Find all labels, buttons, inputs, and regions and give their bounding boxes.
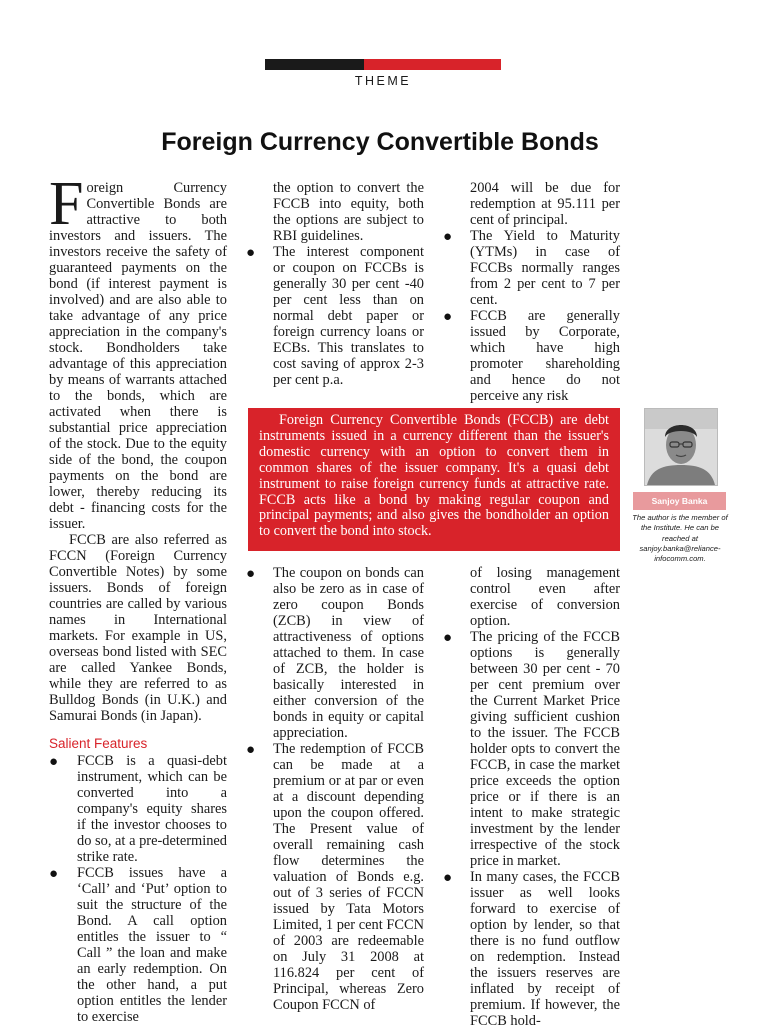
intro-text: oreign Currency Convertible Bonds are attractive to both investors and issuers. The investors receive the safety of guaranteed payments on the bond (if interest payment is involved) and are also able to take advantage of any price appreciation in the company's stock. Bondholders take advantage of this appreciation by means of warrants attached to the bonds, which are activated when there is substantial price appreciation of the stock. Due to the equity side of the bond, the coupon payments on the bond are lower, thereby reducing its debt - financing costs for the issuer. (49, 180, 227, 532)
list-item: ● FCCB is a quasi-debt instrument, which can be converted into a company's equity shares if the investor chooses to do so, at a pre-determined strike rate. (49, 753, 227, 865)
list-item: ● In many cases, the FCCB issuer as well looks forward to exercise of option by lender, so that there is no fund outflow on redemption. Instead the issuers reserves are inflated by receipt of premium. If however, the FCCB hold- (470, 869, 620, 1029)
list-item: ● The coupon on bonds can also be zero as in case of zero coupon Bonds (ZCB) in view of attractiveness of options attached to them. In case of ZCB, the holder is basically interested in either conversion of the bonds in equity or capital appreciation. (273, 565, 424, 741)
definition-callout-box (248, 408, 620, 551)
author-note: The author is the member of the Institute. He can be reached at sanjoy.banka@reliance-infocomm.com. (632, 513, 728, 564)
drop-cap: F (49, 170, 84, 238)
author-name-badge: Sanjoy Banka (633, 492, 726, 510)
col5-continuation: of losing management control even after exercise of conversion option. (470, 565, 620, 629)
fccn-paragraph: FCCB are also referred as FCCN (Foreign Currency Convertible Notes) by some issuers. Bonds of foreign countries are called by various names in International markets. For example in US, overseas bond listed with SEC are called Yankee Bonds, while they are referred to as Bulldog Bonds (in U.K.) and Samurai Bonds (in Japan). (49, 532, 227, 724)
header-color-bar (265, 59, 501, 70)
column-3 (470, 180, 620, 404)
list-item: ● The redemption of FCCB can be made at a premium or at par or even at a discount depending upon the coupon offered. The Present value of overall remaining cash flow determines the valuation of Bonds e.g. out of 3 series of FCCN issued by Tata Motors Limited, 1 per cent FCCN of 2003 are redeemable on July 31 2008 at 116.824 per cent of Principal, whereas Zero Coupon FCCN of (273, 741, 424, 1013)
callout-text: Foreign Currency Convertible Bonds (FCCB) are debt instruments issued in a currency different than the issuer's domestic currency with an option to convert them in common shares of the issuer company. It's a quasi debt instrument to raise foreign currency funds at attractive rate. FCCB acts like a bond by making regular coupon and principal payments; and also gives the bondholder an option to convert the bond into stock. (259, 412, 609, 540)
author-photo (644, 408, 718, 486)
article-title: Foreign Currency Convertible Bonds (161, 128, 599, 156)
feature-list-col4 (273, 565, 424, 1013)
column-2 (273, 180, 424, 388)
column-4 (273, 565, 424, 1013)
column-1 (49, 170, 227, 1025)
list-item: ● FCCB are generally issued by Corporate, which have high promoter shareholding and hence do not perceive any risk (470, 308, 620, 404)
list-item: ● The interest component or coupon on FCCBs is generally 30 per cent -40 per cent less than on normal debt paper or foreign currency loans or ECBs. This translates to cost saving of approx 2-3 per cent p.a. (273, 244, 424, 388)
feature-list-col1 (49, 753, 227, 1025)
column-5 (470, 565, 620, 1029)
list-item: ● The Yield to Maturity (YTMs) in case of FCCBs normally ranges from 2 per cent to 7 per cent. (470, 228, 620, 308)
feature-list-col5 (470, 629, 620, 1029)
author-portrait-icon (645, 409, 717, 485)
col2-continuation: the option to convert the FCCB into equity, both the options are subject to RBI guidelines. (273, 180, 424, 244)
feature-list-col3 (470, 228, 620, 404)
col3-continuation: 2004 will be due for redemption at 95.111 per cent of principal. (470, 180, 620, 228)
intro-paragraph (49, 170, 227, 532)
header-bar-red (364, 59, 501, 70)
header-bar-black (265, 59, 364, 70)
list-item: ● FCCB issues have a ‘Call’ and ‘Put’ option to suit the structure of the Bond. A call option entitles the issuer to “ Call ” the loan and make an early redemption. On the other hand, a put option entitles the lender to exercise (49, 865, 227, 1025)
salient-features-heading: Salient Features (49, 736, 148, 751)
feature-list-col2 (273, 244, 424, 388)
list-item: ● The pricing of the FCCB options is generally between 30 per cent - 70 per cent premium over the Current Market Price giving sufficient cushion to the issuer. The FCCB holder opts to convert the FCCB, in case the market price exceeds the option price or if there is an intent to make strategic investment by the lender irrespective of the stock price in market. (470, 629, 620, 869)
section-label: THEME (354, 74, 412, 88)
